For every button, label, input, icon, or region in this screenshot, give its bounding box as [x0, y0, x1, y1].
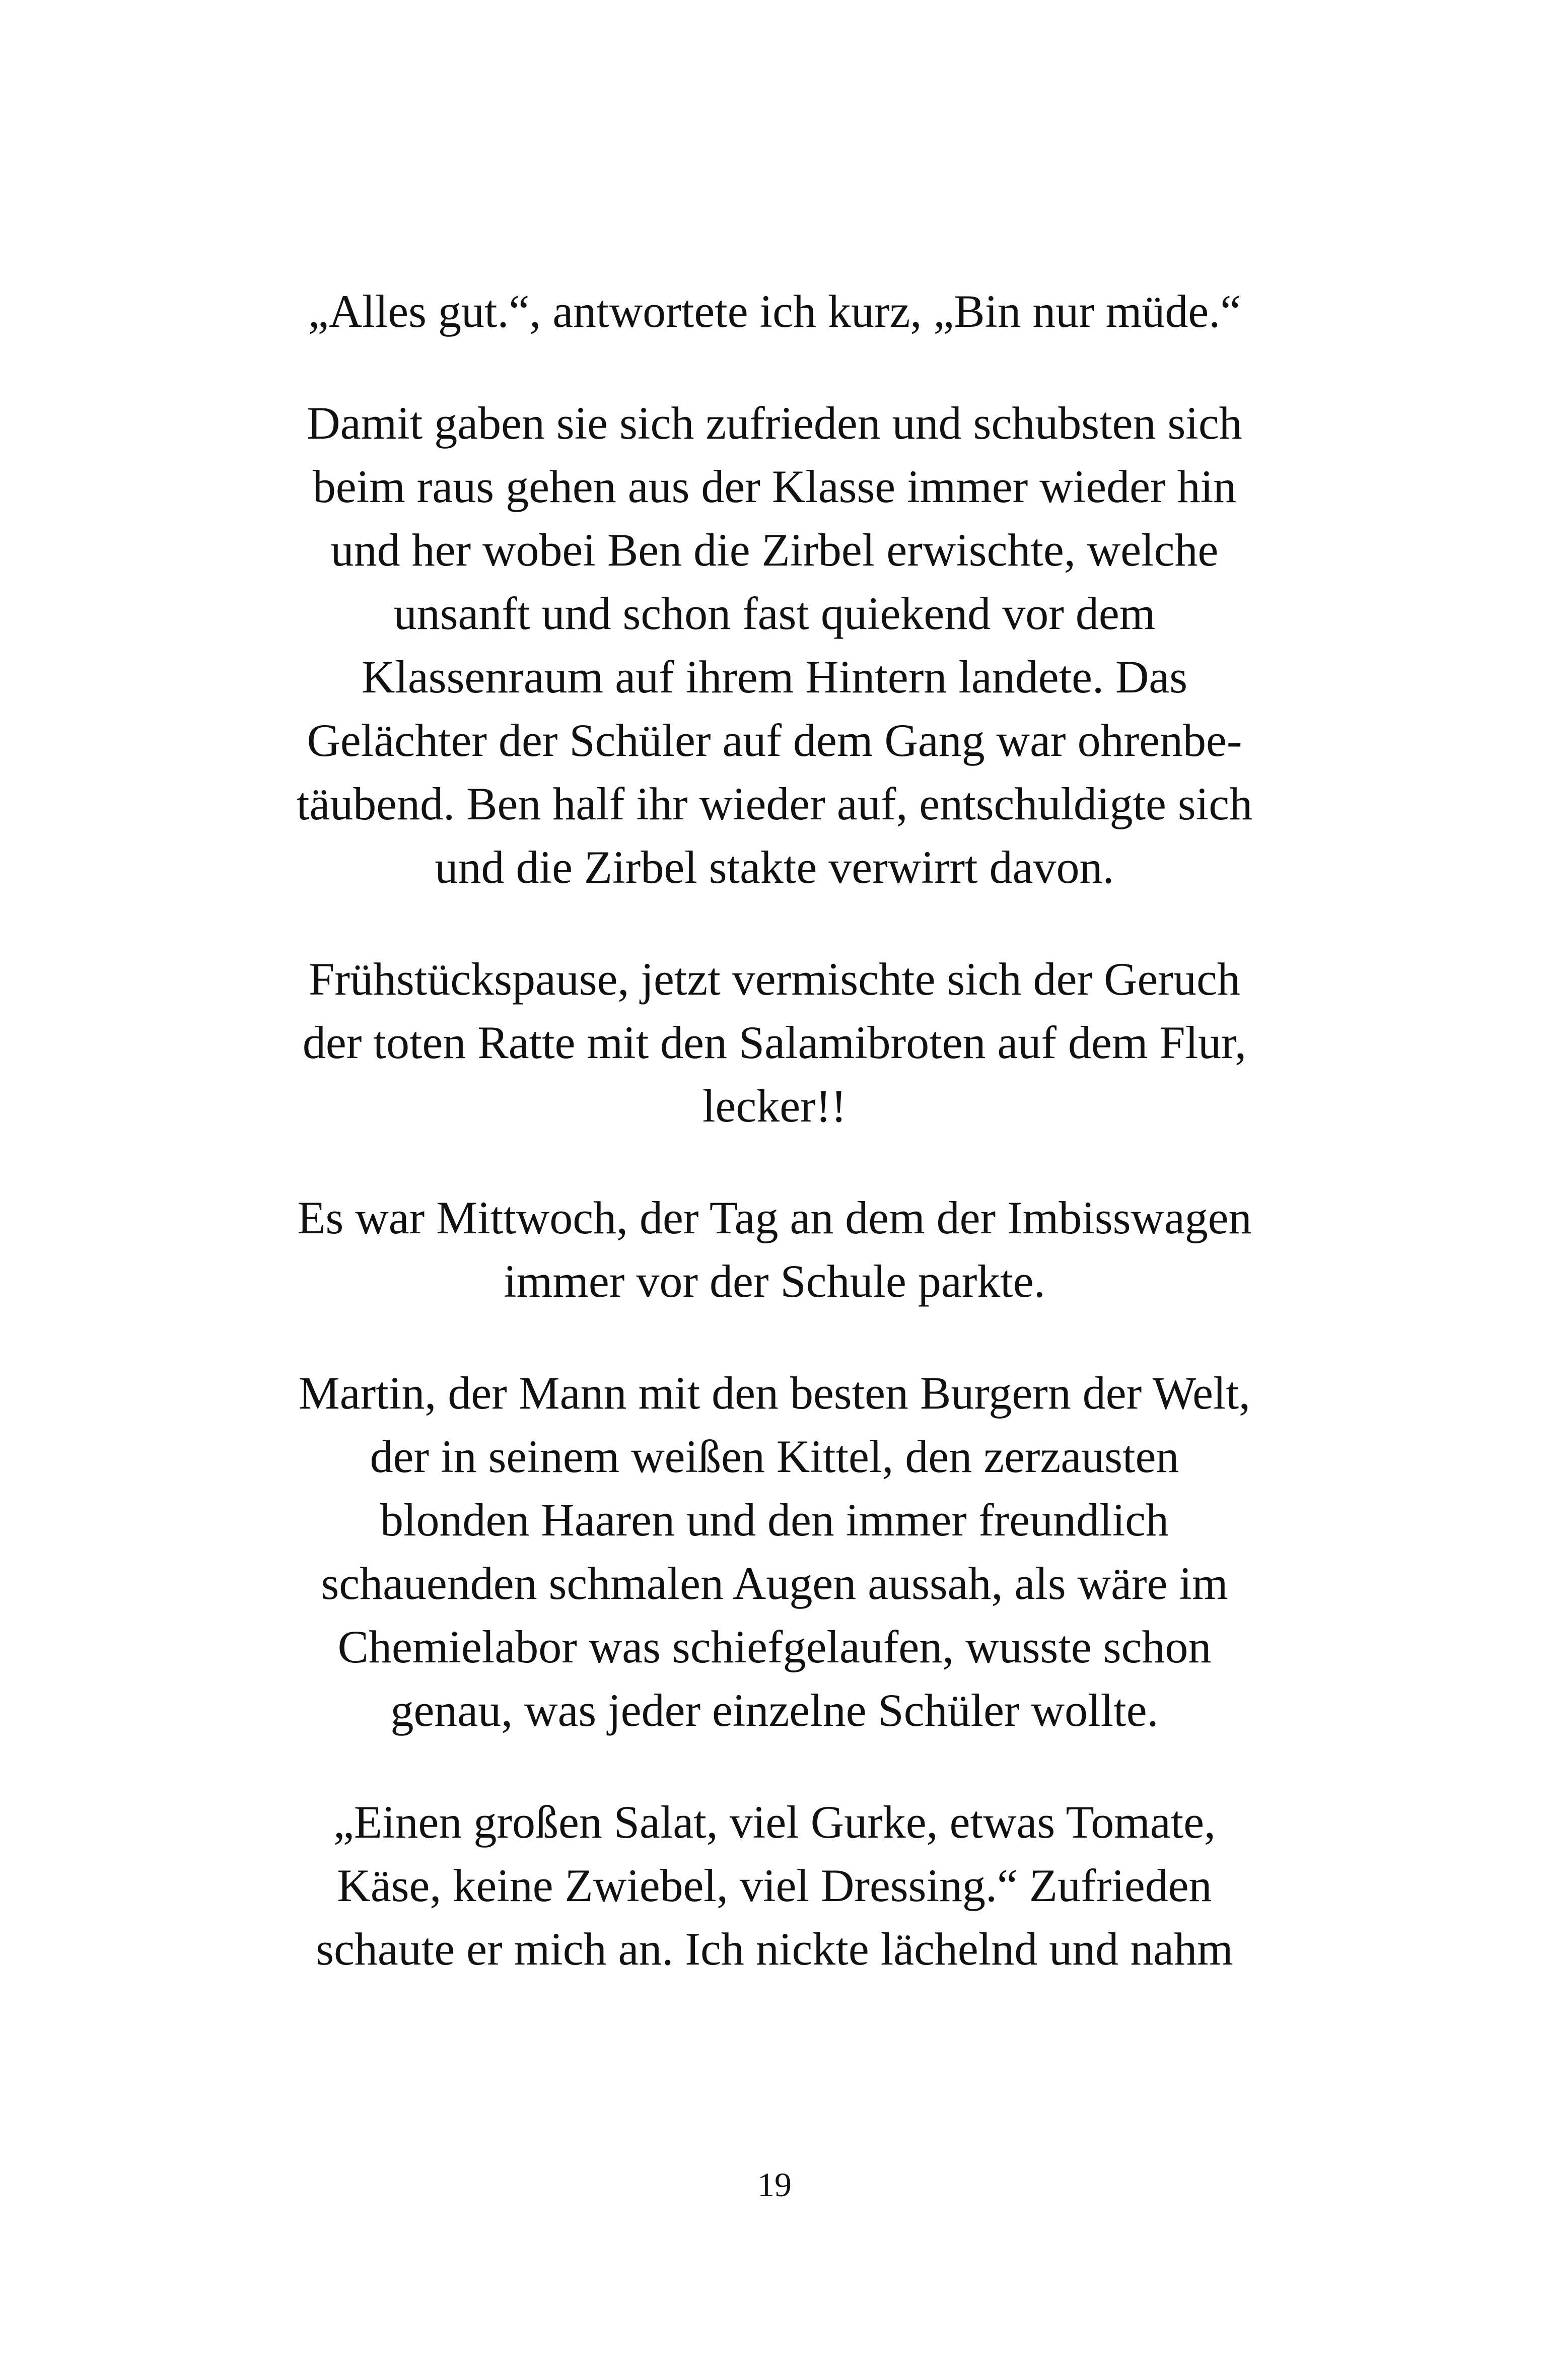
- text-line: der in seinem weißen Kittel, den zerzausten: [370, 1431, 1179, 1482]
- text-line: der toten Ratte mit den Salamibroten auf dem Flur,: [302, 1017, 1247, 1068]
- paragraph-1: [222, 279, 1327, 343]
- paragraph-2: [222, 391, 1327, 899]
- text-line: „Einen großen Salat, viel Gurke, etwas Tomate,: [333, 1796, 1216, 1848]
- text-line: und die Zirbel stakte verwirrt davon.: [435, 842, 1114, 893]
- text-line: Damit gaben sie sich zufrieden und schubsten sich: [307, 397, 1242, 449]
- paragraph-3: [222, 947, 1327, 1138]
- text-line: blonden Haaren und den immer freundlich: [380, 1494, 1169, 1546]
- text-line: und her wobei Ben die Zirbel erwischte, welche: [330, 524, 1219, 576]
- text-line: Gelächter der Schüler auf dem Gang war ohrenbe-: [307, 715, 1242, 766]
- text-line: schaute er mich an. Ich nickte lächelnd und nahm: [316, 1923, 1233, 1975]
- text-line: immer vor der Schule parkte.: [504, 1255, 1045, 1307]
- text-line: unsanft und schon fast quiekend vor dem: [393, 588, 1156, 639]
- text-line: Klassenraum auf ihrem Hintern landete. Das: [361, 651, 1188, 703]
- text-line: schauenden schmalen Augen aussah, als wäre im: [321, 1558, 1228, 1609]
- text-line: Chemielabor was schiefgelaufen, wusste schon: [337, 1621, 1212, 1672]
- paragraph-4: [222, 1186, 1327, 1313]
- body-text: [222, 279, 1327, 2029]
- paragraph-6: [222, 1790, 1327, 1981]
- text-line: täubend. Ben half ihr wieder auf, entschuldigte sich: [296, 778, 1253, 829]
- text-line: lecker!!: [702, 1080, 847, 1132]
- page-number: 19: [757, 2165, 792, 2204]
- text-line: Es war Mittwoch, der Tag an dem der Imbisswagen: [297, 1192, 1252, 1243]
- text-line: „Alles gut.“, antwortete ich kurz, „Bin nur müde.“: [308, 286, 1241, 337]
- text-line: Martin, der Mann mit den besten Burgern der Welt,: [298, 1367, 1251, 1419]
- text-line: Käse, keine Zwiebel, viel Dressing.“ Zufrieden: [337, 1860, 1212, 1911]
- text-line: genau, was jeder einzelne Schüler wollte.: [390, 1685, 1159, 1736]
- text-line: Frühstückspause, jetzt vermischte sich der Geruch: [309, 953, 1240, 1005]
- text-line: beim raus gehen aus der Klasse immer wieder hin: [312, 461, 1237, 512]
- paragraph-5: [222, 1361, 1327, 1742]
